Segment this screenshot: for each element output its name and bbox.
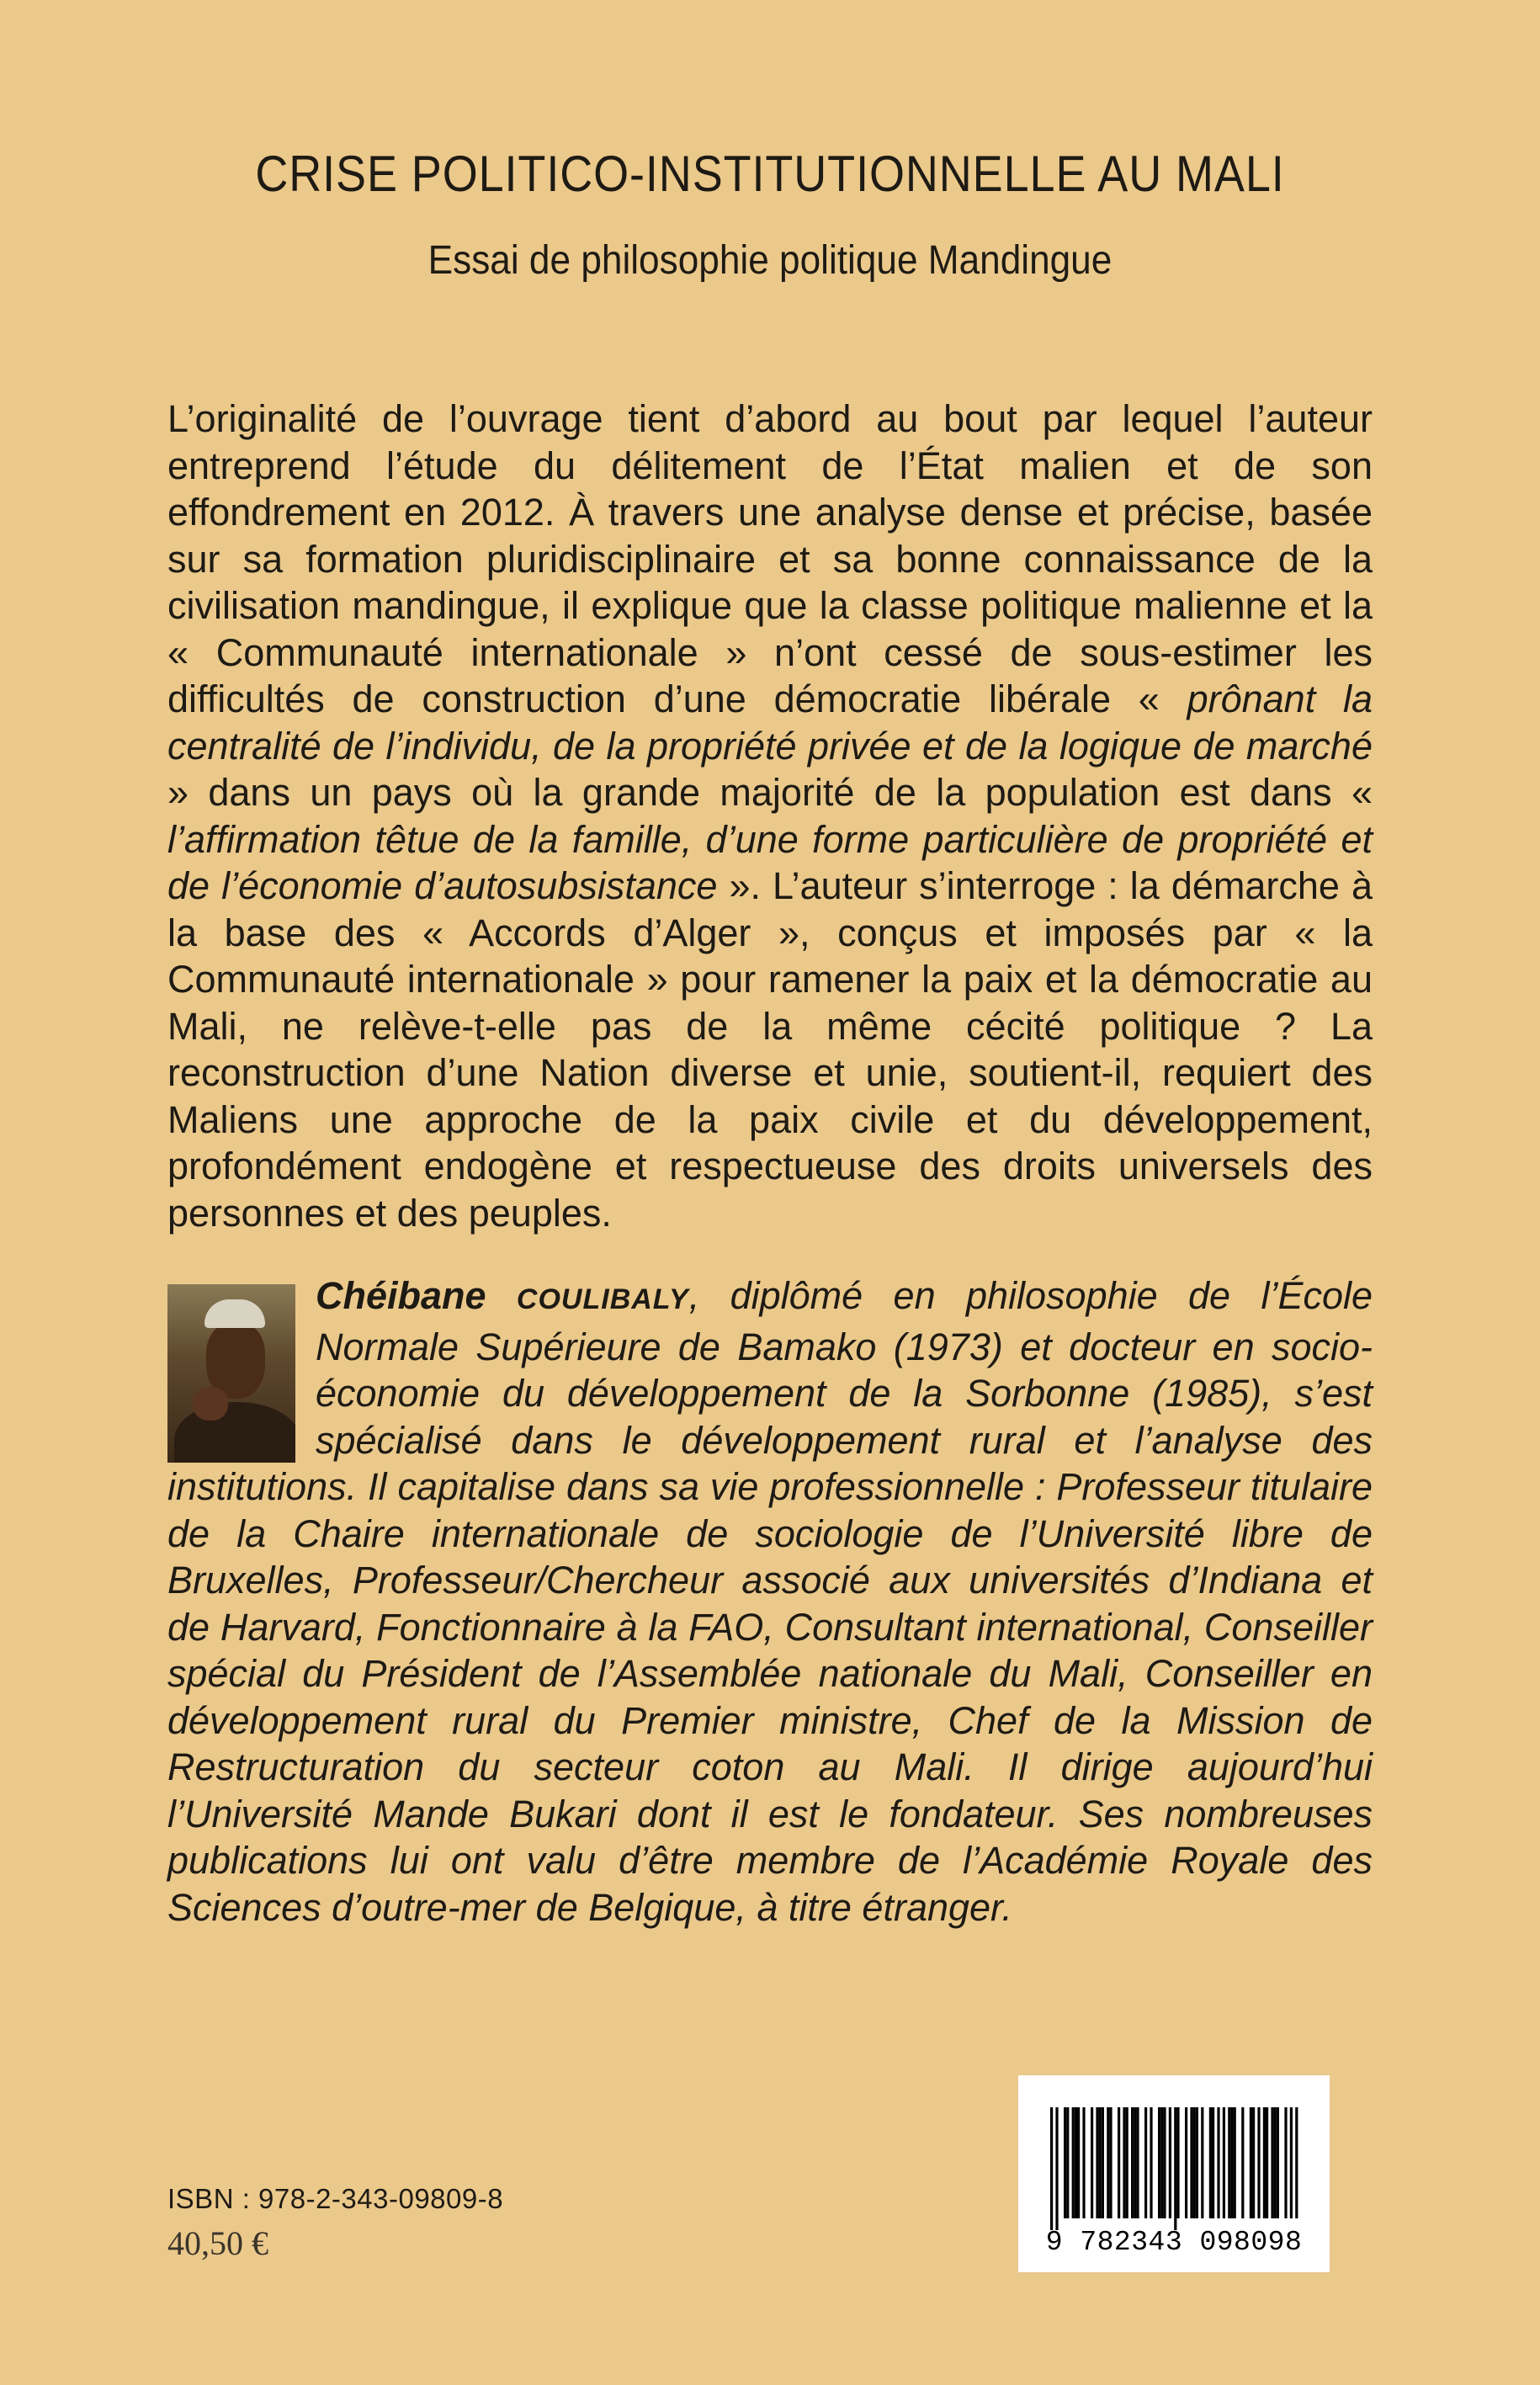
barcode-bar	[1196, 2107, 1198, 2218]
barcode-bar	[1096, 2107, 1098, 2218]
barcode-bar	[1077, 2107, 1080, 2218]
barcode-bar	[1201, 2107, 1203, 2218]
summary-paragraph	[167, 396, 1373, 1236]
barcode-bar	[1223, 2107, 1225, 2218]
barcode-bar	[1126, 2107, 1128, 2218]
summary-quote-1: prônant la centralité de l’individu, de la propriété privée et de la logique de marché	[167, 677, 1373, 768]
price: 40,50 €	[167, 2224, 268, 2262]
summary-text-1: L’originalité de l’ouvrage tient d’abord au bout par lequel l’auteur entreprend l’étude du délitement de l’État malien et de son effondrement en 2012. À travers une analyse dense et précise, basée sur sa formation pluridisciplinaire et sa bonne connaissance de la civilisation mandingue, il explique que la classe politique malienne et la « Communauté internationale » n’ont cessé de sous-estimer les difficultés de construction d’une démocratie libérale «	[167, 397, 1373, 720]
isbn: ISBN : 978-2-343-09809-8	[167, 2183, 504, 2214]
barcode-bar	[1193, 2107, 1196, 2218]
author-last-name: COULIBALY	[516, 1283, 689, 1315]
barcode-bar	[1176, 2107, 1179, 2218]
summary-quote-2: l’affirmation têtue de la famille, d’une forme particulière de propriété et de l’économie d’autosubsistance	[167, 817, 1373, 907]
barcode-bar	[1257, 2107, 1260, 2218]
barcode-bar	[1144, 2107, 1147, 2218]
barcode-bar	[1241, 2107, 1244, 2218]
barcode-bar	[1277, 2107, 1279, 2218]
barcode-bars	[1018, 2075, 1330, 2235]
summary-text-3: ». L’auteur s’interroge : la démarche à la base des « Accords d’Alger », conçus et imposés par « la Communauté internationale » pour ramener la paix et la démocratie au Mali, ne relève-t-elle pas de la même cécité politique ? La reconstruction d’une Nation diverse et unie, soutient-il, requiert des Maliens une approche de la paix civile et du développement, profondément endogène et respectueuse des droits universels des personnes et des peuples.	[167, 864, 1373, 1235]
barcode-bar	[1136, 2107, 1139, 2218]
barcode-bar	[1230, 2107, 1233, 2218]
author-bio	[167, 1272, 1373, 1931]
barcode-bar	[1234, 2107, 1236, 2218]
barcode-bar	[1217, 2107, 1219, 2218]
barcode-bar	[1209, 2107, 1212, 2218]
barcode-bar	[1271, 2107, 1273, 2218]
barcode-bar	[1263, 2107, 1266, 2218]
barcode-bar	[1134, 2107, 1136, 2218]
barcode-bar	[1228, 2107, 1230, 2218]
barcode-bar	[1266, 2107, 1268, 2218]
barcode-bar	[1072, 2107, 1075, 2218]
barcode	[1018, 2075, 1330, 2272]
barcode-bar	[1160, 2107, 1163, 2218]
barcode-bar	[1150, 2107, 1152, 2218]
barcode-bar	[1252, 2107, 1255, 2218]
book-subtitle: Essai de philosophie politique Mandingue	[427, 238, 1113, 283]
author-photo	[167, 1284, 295, 1463]
barcode-bar	[1099, 2107, 1102, 2218]
barcode-bar	[1109, 2107, 1112, 2218]
barcode-digits: 9 782343 098098	[1045, 2227, 1303, 2258]
barcode-bar	[1123, 2107, 1125, 2218]
barcode-bar	[1274, 2107, 1277, 2218]
barcode-bar	[1066, 2107, 1069, 2218]
barcode-bar	[1190, 2107, 1192, 2218]
barcode-bar	[1158, 2107, 1160, 2218]
barcode-bar	[1131, 2107, 1134, 2218]
barcode-bar	[1290, 2107, 1293, 2218]
barcode-bar	[1250, 2107, 1252, 2218]
barcode-bar	[1064, 2107, 1066, 2218]
barcode-bar	[1295, 2107, 1298, 2218]
barcode-bar	[1174, 2107, 1176, 2230]
barcode-bar	[1102, 2107, 1104, 2218]
author-bio-text: , diplômé en philosophie de l’École Normale Supérieure de Bamako (1973) et docteur en socio-économie du développement de la Sorbonne (1985), s’est spécialisé dans le développement rural et l’analyse des institutions. Il capitalise dans sa vie professionnelle : Professeur titulaire de la Chaire internationale de sociologie de l’Université libre de Bruxelles, Professeur/Chercheur associé aux universités d’Indiana et de Harvard, Fonctionnaire à la FAO, Consultant international, Conseiller spécial du Président de l’Assemblée nationale du Mali, Conseiller en développement rural du Premier ministre, Chef de la Mission de Restructuration du secteur coton au Mali. Il dirige aujourd’hui l’Université Mande Bukari dont il est le fondateur. Ses nombreuses publications lui ont valu d’être membre de l’Académie Royale des Sciences d’outre-mer de Belgique, à titre étranger.	[167, 1274, 1373, 1929]
barcode-bar	[1075, 2107, 1077, 2218]
barcode-bar	[1212, 2107, 1214, 2218]
barcode-bar	[1284, 2107, 1287, 2218]
barcode-bar	[1169, 2107, 1171, 2218]
summary-text-2: » dans un pays où la grande majorité de la population est dans «	[167, 771, 1373, 814]
author-first-name: Chéibane	[316, 1274, 517, 1317]
author-name	[316, 1274, 689, 1317]
barcode-bar	[1091, 2107, 1093, 2218]
barcode-bar	[1055, 2107, 1058, 2230]
barcode-bar	[1050, 2107, 1053, 2230]
barcode-bar	[1082, 2107, 1085, 2218]
barcode-bar	[1118, 2107, 1120, 2218]
book-title: CRISE POLITICO-INSTITUTIONNELLE AU MALI	[255, 146, 1285, 202]
barcode-bar	[1107, 2107, 1109, 2218]
barcode-bar	[1163, 2107, 1166, 2218]
barcode-bar	[1185, 2107, 1187, 2218]
